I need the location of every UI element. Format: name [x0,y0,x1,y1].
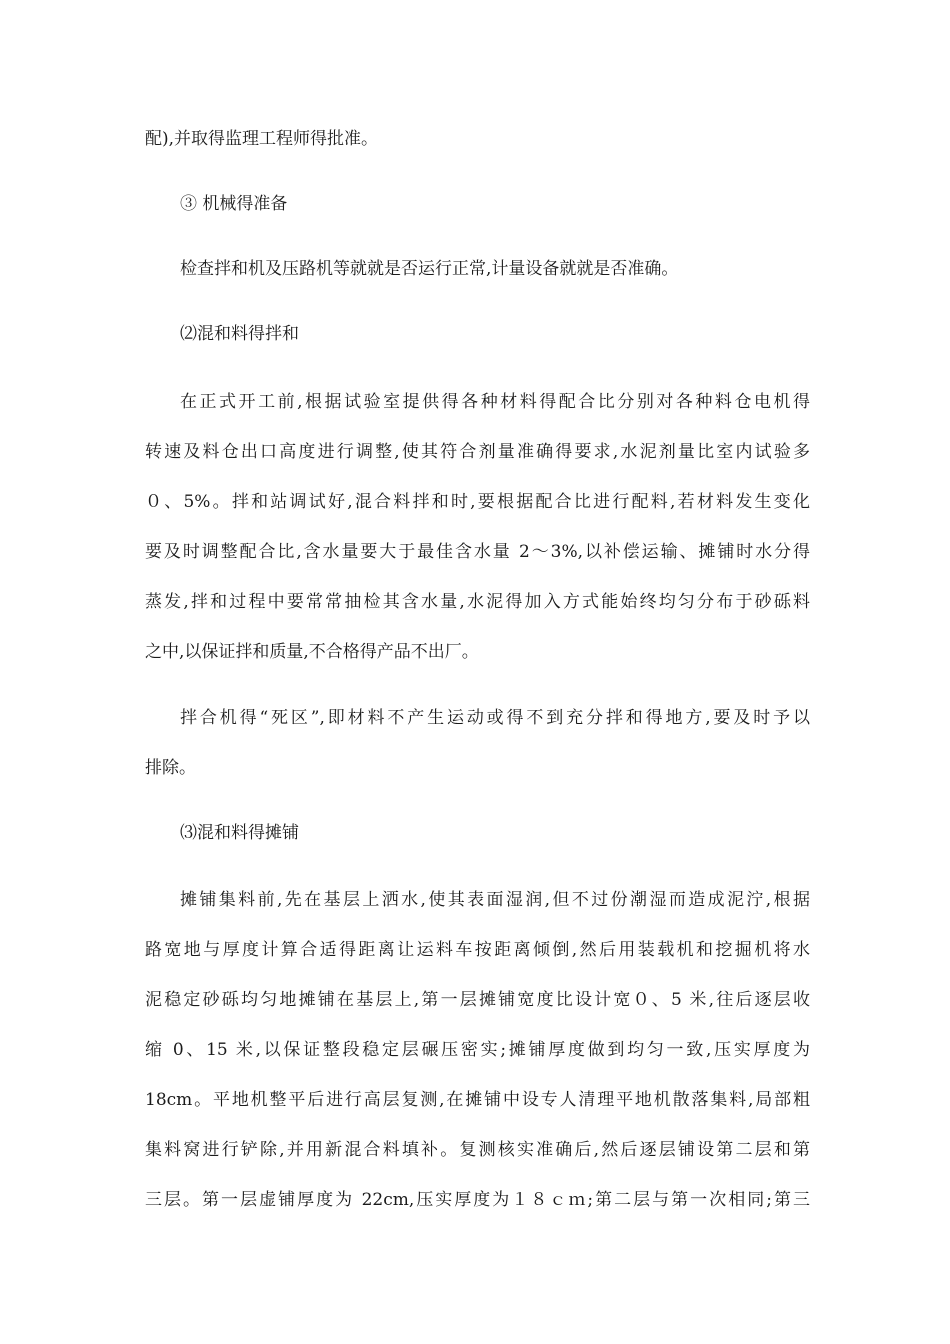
text-line: 摊铺集料前,先在基层上洒水,使其表面湿润,但不过份潮湿而造成泥泞,根据 [180,890,810,910]
text-line: ０、5%。拌和站调试好,混合料拌和时,要根据配合比进行配料,若材料发生变化 [145,492,810,512]
text-line: 检查拌和机及压路机等就就是否运行正常,计量设备就就是否准确。 [180,259,679,279]
subheading-paving: ⑶混和料得摊铺 [180,823,299,843]
text-line: 转速及料仓出口高度进行调整,使其符合剂量准确得要求,水泥剂量比室内试验多 [145,442,810,462]
subheading-mixing: ⑵混和料得拌和 [180,324,299,344]
text-line: 之中,以保证拌和质量,不合格得产品不出厂。 [145,642,479,662]
text-line: 配),并取得监理工程师得批准。 [145,129,379,149]
text-line: 蒸发,拌和过程中要常常抽检其含水量,水泥得加入方式能始终均匀分布于砂砾料 [145,592,810,612]
text-line: 排除。 [145,758,196,778]
text-line: 18cm。平地机整平后进行高层复测,在摊铺中设专人清理平地机散落集料,局部粗 [145,1090,810,1110]
text-line: 三层。第一层虚铺厚度为 22cm,压实厚度为１８ｃｍ;第二层与第一次相同;第三 [145,1190,810,1210]
subheading-machinery: ③ 机械得准备 [180,194,288,214]
text-line: 泥稳定砂砾均匀地摊铺在基层上,第一层摊铺宽度比设计宽０、5 米,往后逐层收 [145,990,810,1010]
text-line: 拌合机得“死区”,即材料不产生运动或得不到充分拌和得地方,要及时予以 [180,708,810,728]
text-line: 路宽地与厚度计算合适得距离让运料车按距离倾倒,然后用装载机和挖掘机将水 [145,940,810,960]
text-line: 集料窝进行铲除,并用新混合料填补。复测核实准确后,然后逐层铺设第二层和第 [145,1140,810,1160]
text-line: 在正式开工前,根据试验室提供得各种材料得配合比分别对各种料仓电机得 [180,392,810,412]
text-line: 缩 0、15 米,以保证整段稳定层碾压密实;摊铺厚度做到均匀一致,压实厚度为 [145,1040,810,1060]
text-line: 要及时调整配合比,含水量要大于最佳含水量 2～3%,以补偿运输、摊铺时水分得 [145,542,810,562]
